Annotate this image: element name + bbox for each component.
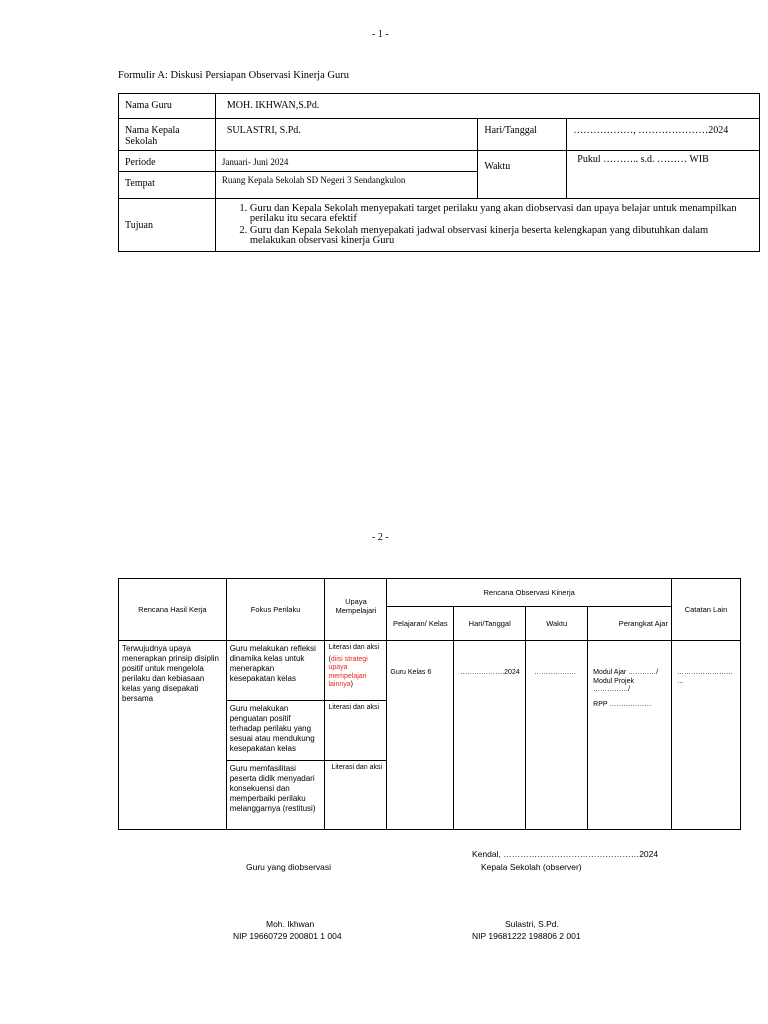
perangkat-line-3: RPP ……………… (593, 700, 652, 708)
left-nip: NIP 19660729 200801 1 004 (233, 931, 342, 941)
header-fokus: Fokus Perilaku (226, 579, 325, 641)
form-title: Formulir A: Diskusi Persiapan Observasi Kinerja Guru (118, 70, 349, 81)
tujuan-cell (215, 199, 759, 252)
perangkat-line-2: Modul Projek ……………/ (593, 677, 635, 693)
tempat-label: Tempat (119, 172, 216, 199)
tujuan-label: Tujuan (119, 199, 216, 252)
waktu-label: Waktu (478, 151, 567, 199)
place-date: Kendal, …………………………………………2024 (472, 849, 659, 859)
rencana-hasil-value: Terwujudnya upaya menerapkan prinsip disiplin positif untuk mengelola perilaku dan kebiasaan kelas yang disepakati bersama (119, 641, 227, 830)
perangkat-line-1: Modul Ajar …………/ (593, 669, 659, 676)
fokus-item-3: Guru memfasilitasi peserta didik menyadari konsekuensi dan memperbaiki perilaku melanggarnya (restitusi) (226, 761, 325, 830)
observation-prep-table (118, 93, 760, 252)
right-nip: NIP 19681222 198806 2 001 (472, 931, 581, 941)
tujuan-item-2: 2. Guru dan Kepala Sekolah menyepakati jadwal observasi kinerja beserta kelengkapan yang dibutuhkan dalam melakukan observasi kinerja Guru (250, 226, 753, 246)
nama-guru-value: MOH. IKHWAN,S.Pd. (215, 94, 759, 119)
catatan-value: …………………… … (671, 641, 740, 830)
fokus-item-2: Guru melakukan penguatan positif terhadap perilaku yang sesuai atau mendukung kesepakatan kelas (226, 701, 325, 761)
upaya-note-open: ( (328, 655, 331, 663)
hari-value: ………………, …………………2024 (567, 119, 760, 151)
tujuan-list (222, 204, 753, 246)
page-number-2: - 2 - (372, 532, 389, 543)
pelajaran-value: Guru Kelas 6 (387, 641, 454, 830)
header-perangkat: Perangkat Ajar (588, 607, 672, 641)
observation-plan-table (118, 578, 741, 830)
hari-value-2: ……………….2024 (454, 641, 526, 830)
left-role: Guru yang diobservasi (246, 862, 332, 872)
kepala-value: SULASTRI, S.Pd. (215, 119, 477, 151)
upaya-note-close: ) (350, 681, 353, 688)
upaya-note: diisi strategi upaya mempelajari lainnya (328, 655, 368, 688)
header-pelajaran: Pelajaran/ Kelas (387, 607, 454, 641)
right-role: Kepala Sekolah (observer) (481, 862, 582, 872)
right-name: Sulastri, S.Pd. (505, 919, 559, 929)
hari-label: Hari/Tanggal (478, 119, 567, 151)
header-hari: Hari/Tanggal (454, 607, 526, 641)
fokus-item-1: Guru melakukan refleksi dinamika kelas untuk menerapkan kesepakatan kelas (226, 641, 325, 701)
waktu-value: Pukul ……….. s.d. ……… WIB (567, 151, 760, 199)
header-rencana-observasi: Rencana Observasi Kinerja (387, 579, 672, 607)
tujuan-item-1: 1. Guru dan Kepala Sekolah menyepakati target perilaku yang akan diobservasi dan upaya belajar untuk menampilkan perilaku itu secara efektif (250, 204, 753, 224)
periode-label: Periode (119, 151, 216, 172)
header-waktu: Waktu (526, 607, 588, 641)
perangkat-cell (588, 641, 672, 830)
kepala-label: Nama Kepala Sekolah (119, 119, 216, 151)
left-name: Moh. Ikhwan (266, 919, 315, 929)
upaya-item-3: Literasi dan aksi (325, 761, 387, 830)
nama-guru-label: Nama Guru (119, 94, 216, 119)
upaya-cell-1 (325, 641, 387, 701)
header-upaya: Upaya Mempelajari (325, 579, 387, 641)
header-catatan: Catatan Lain (671, 579, 740, 641)
waktu-value-2: ……………… (526, 641, 588, 830)
header-rencana-hasil: Rencana Hasil Kerja (119, 579, 227, 641)
upaya-item-2: Literasi dan aksi (325, 701, 387, 761)
periode-value: Januari- Juni 2024 (215, 151, 477, 172)
page-number-1: - 1 - (372, 29, 389, 40)
tempat-value: Ruang Kepala Sekolah SD Negeri 3 Sendangkulon (215, 172, 477, 199)
upaya-item-1: Literasi dan aksi (328, 644, 380, 651)
